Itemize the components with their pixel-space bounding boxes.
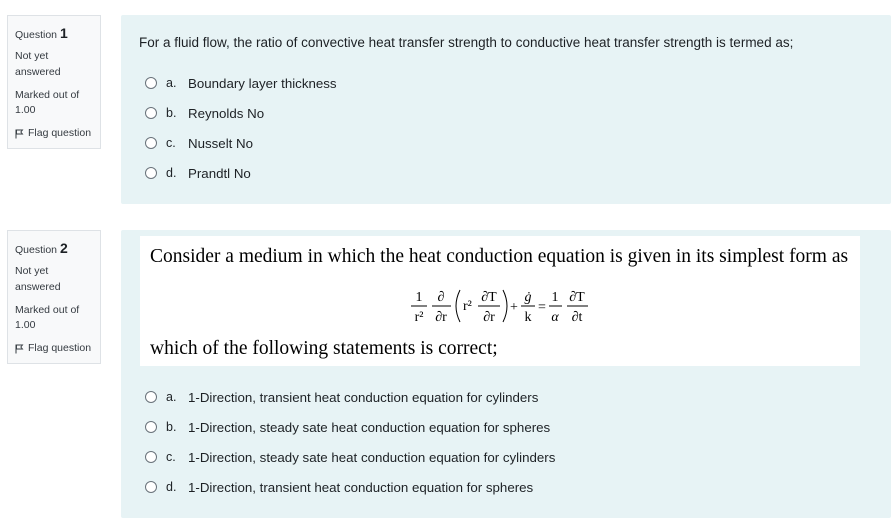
radio-button[interactable] — [145, 391, 157, 403]
answer-label: Prandtl No — [188, 165, 251, 181]
answer-option-a[interactable] — [145, 68, 337, 98]
question-number-value: 1 — [59, 25, 68, 41]
answer-list — [145, 382, 555, 502]
eq-time-num: ∂T — [569, 290, 585, 305]
question-text-line-1: Consider a medium in which the heat conduction equation is given in its simplest form as — [150, 246, 849, 267]
radio-button[interactable] — [145, 481, 157, 493]
question-number — [15, 23, 94, 43]
heat-conduction-equation — [405, 286, 605, 334]
answer-letter: a. — [166, 390, 177, 404]
question-text-image — [140, 236, 860, 366]
eq-inner-den: ∂r — [483, 310, 495, 325]
eq-inner-num: ∂T — [481, 290, 497, 305]
flag-question-link[interactable] — [15, 341, 94, 356]
eq-alpha-den: α — [551, 310, 559, 325]
answer-letter: c. — [166, 450, 176, 464]
radio-button[interactable] — [145, 451, 157, 463]
eq-alpha-num: 1 — [551, 290, 559, 305]
answer-list — [145, 68, 337, 188]
flag-icon — [15, 129, 24, 139]
answer-option-b[interactable] — [145, 98, 337, 128]
question-number-value: 2 — [59, 240, 68, 256]
question-number — [15, 238, 94, 258]
answer-option-d[interactable] — [145, 158, 337, 188]
radio-button[interactable] — [145, 167, 157, 179]
eq-equals: = — [538, 300, 546, 315]
answer-label: 1-Direction, steady sate heat conduction equation for cylinders — [188, 449, 556, 465]
radio-button[interactable] — [145, 77, 157, 89]
question-content — [121, 15, 891, 204]
question-label: Question — [15, 244, 58, 256]
eq-gen-num: ġ — [524, 290, 532, 305]
eq-gen-den: k — [524, 310, 532, 325]
answer-letter: a. — [166, 76, 177, 90]
flag-question-label: Flag question — [28, 127, 92, 140]
answer-label: Boundary layer thickness — [188, 75, 337, 91]
answer-label: 1-Direction, steady sate heat conduction equation for spheres — [188, 419, 551, 435]
answer-option-c[interactable] — [145, 442, 555, 472]
question-text: For a fluid flow, the ratio of convective heat transfer strength to conductive heat transfer strength is termed as; — [139, 35, 794, 50]
answer-option-d[interactable] — [145, 472, 555, 502]
flag-question-label: Flag question — [28, 342, 92, 355]
question-label: Question — [15, 29, 58, 41]
eq-coef-num: 1 — [415, 290, 423, 305]
flag-icon — [15, 344, 24, 354]
question-text-line-2: which of the following statements is correct; — [150, 338, 498, 359]
eq-left-paren — [456, 290, 460, 322]
radio-button[interactable] — [145, 137, 157, 149]
answer-letter: b. — [166, 420, 177, 434]
eq-right-paren — [503, 290, 507, 322]
eq-inner-factor: r² — [463, 299, 472, 314]
eq-op-den: ∂r — [435, 310, 447, 325]
eq-op-num: ∂ — [437, 290, 445, 305]
answer-letter: c. — [166, 136, 176, 150]
flag-question-link[interactable] — [15, 126, 94, 141]
question-grade: Marked out of 1.00 — [15, 88, 80, 116]
answer-letter: d. — [166, 166, 177, 180]
answer-label: Nusselt No — [188, 135, 254, 151]
question-info — [7, 15, 101, 149]
question-state: Not yet answered — [15, 50, 61, 78]
radio-button[interactable] — [145, 421, 157, 433]
eq-time-den: ∂t — [571, 310, 583, 325]
eq-coef-den: r² — [414, 310, 424, 325]
answer-option-c[interactable] — [145, 128, 337, 158]
answer-letter: b. — [166, 106, 177, 120]
answer-label: 1-Direction, transient heat conduction equation for spheres — [188, 479, 534, 495]
answer-option-a[interactable] — [145, 382, 555, 412]
question-info — [7, 230, 101, 364]
eq-plus: + — [510, 300, 518, 315]
answer-label: Reynolds No — [188, 105, 265, 121]
question-grade: Marked out of 1.00 — [15, 303, 80, 331]
answer-letter: d. — [166, 480, 177, 494]
radio-button[interactable] — [145, 107, 157, 119]
answer-label: 1-Direction, transient heat conduction equation for cylinders — [188, 389, 539, 405]
question-state: Not yet answered — [15, 265, 61, 293]
answer-option-b[interactable] — [145, 412, 555, 442]
question-content — [121, 230, 891, 518]
